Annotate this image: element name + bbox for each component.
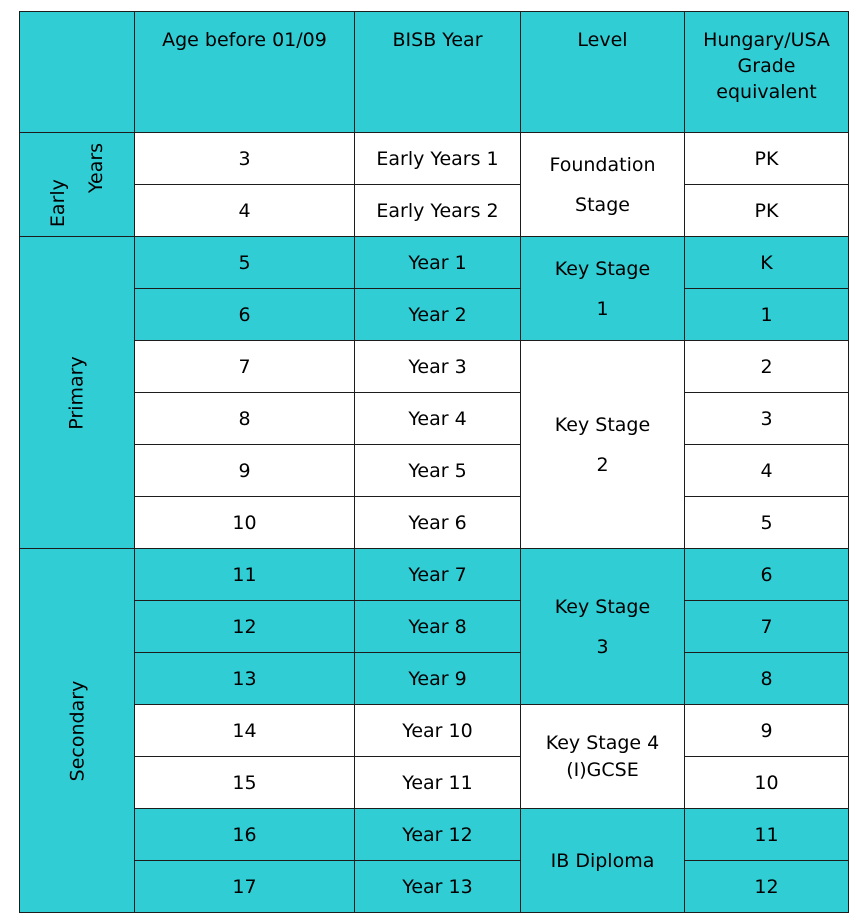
year-cell: Year 8 bbox=[355, 601, 521, 653]
grade-cell: 10 bbox=[685, 757, 849, 809]
year-cell: Year 3 bbox=[355, 341, 521, 393]
age-cell: 9 bbox=[135, 445, 355, 497]
level-ks3-line2: 3 bbox=[596, 635, 609, 658]
table-row bbox=[20, 393, 849, 445]
grade-cell: K bbox=[685, 237, 849, 289]
year-group-table bbox=[19, 11, 849, 913]
section-primary bbox=[20, 237, 135, 549]
year-cell: Year 6 bbox=[355, 497, 521, 549]
level-key-stage-4 bbox=[521, 705, 685, 809]
header-corner-cell bbox=[20, 12, 135, 133]
grade-cell: PK bbox=[685, 185, 849, 237]
table-row bbox=[20, 237, 849, 289]
level-key-stage-2 bbox=[521, 341, 685, 549]
level-ks1-line1: Key Stage bbox=[554, 257, 651, 280]
level-ks1-line2: 1 bbox=[596, 297, 609, 320]
age-cell: 17 bbox=[135, 861, 355, 913]
grade-cell: 12 bbox=[685, 861, 849, 913]
section-early-years bbox=[20, 133, 135, 237]
age-cell: 13 bbox=[135, 653, 355, 705]
age-cell: 12 bbox=[135, 601, 355, 653]
section-early-line2: Years bbox=[84, 142, 107, 193]
level-ks3-line1: Key Stage bbox=[554, 595, 651, 618]
table-row bbox=[20, 289, 849, 341]
year-cell: Early Years 1 bbox=[355, 133, 521, 185]
table-row bbox=[20, 497, 849, 549]
header-year: BISB Year bbox=[355, 12, 521, 133]
year-cell: Year 5 bbox=[355, 445, 521, 497]
age-cell: 11 bbox=[135, 549, 355, 601]
table-row bbox=[20, 341, 849, 393]
grade-cell: 11 bbox=[685, 809, 849, 861]
grade-cell: 2 bbox=[685, 341, 849, 393]
table-row bbox=[20, 757, 849, 809]
age-cell: 15 bbox=[135, 757, 355, 809]
age-cell: 5 bbox=[135, 237, 355, 289]
year-cell: Year 7 bbox=[355, 549, 521, 601]
table-row bbox=[20, 185, 849, 237]
grade-cell: 3 bbox=[685, 393, 849, 445]
age-cell: 8 bbox=[135, 393, 355, 445]
header-row bbox=[20, 12, 849, 133]
level-ib-diploma: IB Diploma bbox=[521, 809, 685, 913]
level-ks4-line2: (I)GCSE bbox=[566, 758, 639, 781]
age-cell: 14 bbox=[135, 705, 355, 757]
header-grade bbox=[685, 12, 849, 133]
grade-cell: 4 bbox=[685, 445, 849, 497]
grade-cell: 5 bbox=[685, 497, 849, 549]
header-level: Level bbox=[521, 12, 685, 133]
table-row bbox=[20, 705, 849, 757]
level-key-stage-3 bbox=[521, 549, 685, 705]
level-ks4-line1: Key Stage 4 bbox=[545, 731, 660, 754]
age-cell: 10 bbox=[135, 497, 355, 549]
age-cell: 4 bbox=[135, 185, 355, 237]
table-row bbox=[20, 445, 849, 497]
year-cell: Year 1 bbox=[355, 237, 521, 289]
year-cell: Year 10 bbox=[355, 705, 521, 757]
year-cell: Year 4 bbox=[355, 393, 521, 445]
grade-cell: 1 bbox=[685, 289, 849, 341]
year-cell: Early Years 2 bbox=[355, 185, 521, 237]
year-cell: Year 2 bbox=[355, 289, 521, 341]
level-foundation-line2: Stage bbox=[575, 193, 630, 216]
table-row bbox=[20, 133, 849, 185]
section-secondary-label: Secondary bbox=[66, 680, 88, 781]
table-row bbox=[20, 653, 849, 705]
header-grade-line2: Grade bbox=[737, 55, 796, 77]
level-ks2-line1: Key Stage bbox=[554, 413, 651, 436]
grade-cell: 9 bbox=[685, 705, 849, 757]
age-cell: 6 bbox=[135, 289, 355, 341]
header-grade-line1: Hungary/USA bbox=[703, 29, 830, 51]
year-cell: Year 12 bbox=[355, 809, 521, 861]
year-cell: Year 9 bbox=[355, 653, 521, 705]
age-cell: 3 bbox=[135, 133, 355, 185]
section-primary-label: Primary bbox=[65, 355, 88, 430]
section-early-line1: Early bbox=[46, 178, 69, 227]
level-foundation-line1: Foundation bbox=[549, 153, 656, 176]
year-cell: Year 13 bbox=[355, 861, 521, 913]
grade-cell: PK bbox=[685, 133, 849, 185]
grade-cell: 7 bbox=[685, 601, 849, 653]
level-key-stage-1 bbox=[521, 237, 685, 341]
table-row bbox=[20, 861, 849, 913]
grade-cell: 8 bbox=[685, 653, 849, 705]
age-cell: 16 bbox=[135, 809, 355, 861]
header-grade-line3: equivalent bbox=[716, 81, 817, 103]
table-row bbox=[20, 549, 849, 601]
table-row bbox=[20, 809, 849, 861]
table-row bbox=[20, 601, 849, 653]
level-ks2-line2: 2 bbox=[596, 453, 609, 476]
age-cell: 7 bbox=[135, 341, 355, 393]
header-age: Age before 01/09 bbox=[135, 12, 355, 133]
grade-cell: 6 bbox=[685, 549, 849, 601]
section-secondary bbox=[20, 549, 135, 913]
year-cell: Year 11 bbox=[355, 757, 521, 809]
level-foundation bbox=[521, 133, 685, 237]
